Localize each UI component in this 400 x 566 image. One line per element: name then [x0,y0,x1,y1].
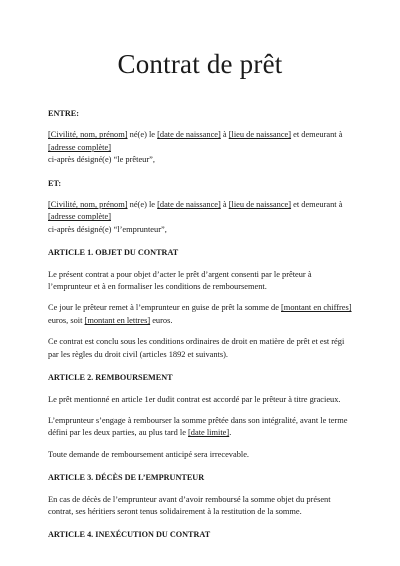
borrower-address-placeholder: [adresse complète] [48,212,112,222]
article-1-paragraph-2 [48,302,352,327]
article-2-paragraph-2 [48,415,352,440]
article-2-heading: ARTICLE 2. REMBOURSEMENT [48,373,173,383]
article-4-heading: ARTICLE 4. INEXÉCUTION DU CONTRAT [48,530,211,540]
article-1-paragraph-3: Ce contrat est conclu sous les conditions ordinaires de droit en matière de prêt et est régi par les règles du droit civil (articles 1892 et suivants). [48,337,345,359]
borrower-text-3: et demeurant à [291,200,343,210]
article-1-heading: ARTICLE 1. OBJET DU CONTRAT [48,248,179,258]
article-1-p2-text-c: euros. [150,315,173,325]
borrower-paragraph [48,199,352,236]
borrower-birthplace-placeholder: [lieu de naissance] [228,200,292,210]
article-1-paragraph-1: Le présent contrat a pour objet d’acter le prêt d’argent consenti par le prêteur à l’emprunteur et à en formaliser les conditions de remboursement. [48,269,312,292]
article-3-heading: ARTICLE 3. DÉCÈS DE L’EMPRUNTEUR [48,473,205,483]
borrower-text-2: à [220,200,229,210]
lender-designation: ci-après désigné(e) “le prêteur”, [48,155,155,165]
lender-paragraph [48,129,352,166]
borrower-identity-placeholder: [Civilité, nom, prénom] [48,200,128,210]
amount-words-placeholder: [montant en lettres] [84,315,151,325]
lender-identity-placeholder: [Civilité, nom, prénom] [48,130,128,140]
article-2-paragraph-3: Toute demande de remboursement anticipé sera irrecevable. [48,449,250,459]
article-2-p2-text-a: L’emprunteur s’engage à rembourser la somme prêtée dans son intégralité, avant le terme défini par les deux parties, au plus tard le [48,415,348,438]
article-4 [48,529,352,541]
parties-section [48,108,352,236]
lender-text-1: né(e) le [127,130,158,140]
article-2 [48,372,352,461]
borrower-designation: ci-après désigné(e) “l’emprunteur”, [48,224,167,234]
deadline-date-placeholder: [date limite] [188,428,230,438]
document-title: Contrat de prêt [117,49,283,79]
lender-text-3: et demeurant à [291,130,343,140]
article-3 [48,472,352,518]
lender-address-placeholder: [adresse complète] [48,142,112,152]
and-label: ET: [48,178,62,188]
article-1 [48,247,352,361]
article-2-p2-text-b: . [229,428,232,438]
article-1-p2-text-a: Ce jour le prêteur remet à l’emprunteur en guise de prêt la somme de [48,303,282,313]
between-label: ENTRE: [48,109,79,118]
article-1-p2-text-b: euros, soit [48,315,85,325]
lender-text-2: à [220,130,229,140]
lender-birthdate-placeholder: [date de naissance] [157,130,221,140]
lender-birthplace-placeholder: [lieu de naissance] [228,130,292,140]
borrower-text-1: né(e) le [127,200,158,210]
article-3-paragraph-1: En cas de décès de l’emprunteur avant d’avoir remboursé la somme objet du présent contrat, ses héritiers seront tenus solidairement à la restitution de la somme. [48,494,331,516]
article-2-paragraph-1: Le prêt mentionné en article 1er dudit contrat est accordé par le prêteur à titre gracieux. [48,394,341,404]
amount-digits-placeholder: [montant en chiffres] [281,303,352,313]
borrower-birthdate-placeholder: [date de naissance] [157,200,221,210]
